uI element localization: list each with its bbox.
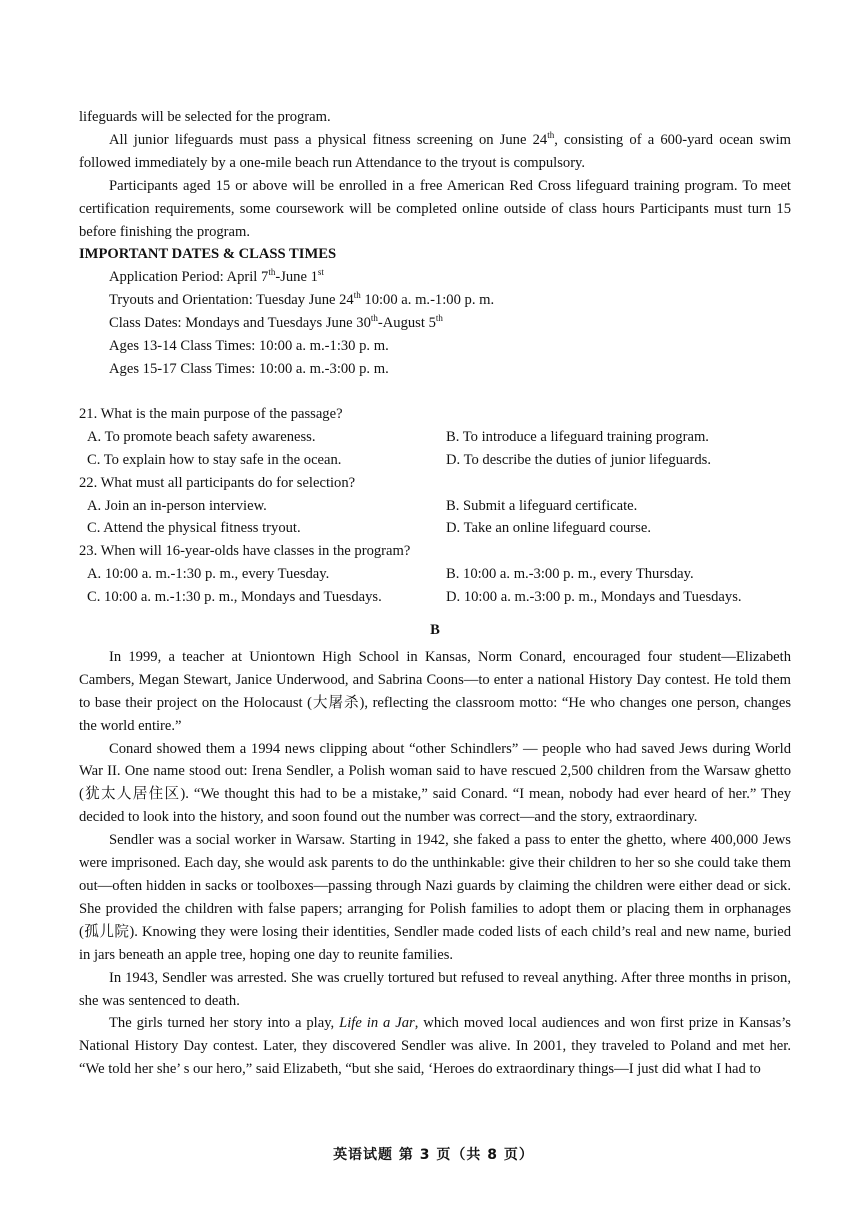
section-heading: IMPORTANT DATES & CLASS TIMES — [79, 246, 337, 263]
passage-b-paragraph-1: In 1999, a teacher at Uniontown High School in Kansas, Norm Conard, encouraged four student—Elizabeth Cambers, Megan Stewart, Janice Underwood, and Sabrina Coons—to enter a national History Day contest. He told them to base their project on the Holocaust (大屠杀), reflecting the classroom motto: “He who changes one person, changes the world entire.” — [79, 648, 791, 734]
page-footer: 英语试题 第 3 页（共 8 页） — [333, 1147, 534, 1163]
text-span: Tryouts and Orientation: Tuesday June 24 — [109, 292, 354, 309]
text-span: All junior lifeguards must pass a physical fitness screening on June 24 — [109, 131, 548, 148]
text-span: The girls turned her story into a play, — [109, 1015, 340, 1032]
passage-b-paragraph-4: In 1943, Sendler was arrested. She was cruelly tortured but refused to reveal anything. After three months in prison, she was sentenced to death. — [79, 969, 791, 1009]
tryouts-orientation — [79, 289, 791, 312]
question-21-option-d: D. To describe the duties of junior lifeguards. — [446, 451, 711, 468]
text-span: 10:00 a. m.-1:00 p. m. — [360, 292, 495, 309]
question-21-options-row-2 — [79, 449, 791, 472]
class-times-13-14: Ages 13-14 Class Times: 10:00 a. m.-1:30 p. m. — [109, 338, 389, 355]
superscript: th — [353, 290, 361, 301]
question-23-option-c: C. 10:00 a. m.-1:30 p. m., Mondays and Tuesdays. — [87, 589, 382, 606]
question-21-options-row-1 — [79, 426, 791, 449]
spacer — [79, 381, 791, 403]
passage-b-paragraph-2: Conard showed them a 1994 news clipping about “other Schindlers” — people who had saved Jews during World War II. One name stood out: Irena Sendler, a Polish woman said to have rescued 2,500 children from the Warsaw ghetto (犹太人居住区). “We thought this had to be a mistake,” said Conard. “I mean, nobody had ever heard of her.” They decided to look into the history, and soon found out the number was correct—and the story, extraordinary. — [79, 740, 791, 826]
text-span: , consisting of a 600-yard ocean swim followed immediately by a one-mile beach run Attendance to the tryout is compulsory. — [79, 131, 791, 171]
passage-a-paragraph: lifeguards will be selected for the program. — [79, 109, 331, 125]
superscript: th — [370, 313, 378, 324]
class-dates — [79, 312, 791, 335]
text-span: , which moved local audiences and won first prize in Kansas’s National History Day contest. Later, they discovered Sendler was alive. In 2001, they traveled to Poland and met her. “We told her she’ s our hero,” said Elizabeth, “but she said, ‘Heroes do extraordinary things—I just did what I had to — [79, 1015, 791, 1078]
text-span: Class Dates: Mondays and Tuesdays June 30 — [109, 315, 371, 332]
text-span: -June 1 — [275, 269, 318, 286]
passage-b-paragraph-3: Sendler was a social worker in Warsaw. Starting in 1942, she faked a pass to enter the ghetto, where 400,000 Jews were imprisoned. Each day, she would ask parents to do the unthinkable: give their children to her so she could take them out—often hidden in sacks or toolboxes—passing through Nazi guards by claiming the children were either dead or sick. She provided the children with false papers; arranging for Polish families to adopt them or placing them in orphanages (孤儿院). Knowing they were losing their identities, Sendler made coded lists of each child’s real and new name, buried in jars beneath an apple tree, hoping one day to reunite families. — [79, 832, 791, 963]
text-span: Application Period: April 7 — [109, 269, 269, 286]
question-22-option-a: A. Join an in-person interview. — [87, 497, 267, 514]
passage-a-paragraph-red-cross: Participants aged 15 or above will be enrolled in a free American Red Cross lifeguard training program. To meet certification requirements, some coursework will be completed online outside of class hours Participants must turn 15 before finishing the program. — [79, 177, 791, 240]
superscript: th — [435, 313, 443, 324]
superscript: th — [547, 130, 555, 141]
question-23-option-b: B. 10:00 a. m.-3:00 p. m., every Thursday. — [446, 566, 694, 583]
question-22-stem: 22. What must all participants do for selection? — [79, 474, 356, 491]
question-21-stem: 21. What is the main purpose of the passage? — [79, 405, 343, 422]
application-period — [79, 266, 791, 289]
play-title: Life in a Jar — [339, 1015, 415, 1032]
question-22-option-d: D. Take an online lifeguard course. — [446, 520, 651, 537]
section-b-label: B — [430, 622, 440, 639]
question-21-option-a: A. To promote beach safety awareness. — [87, 428, 316, 445]
passage-a-paragraph-fitness — [79, 129, 791, 175]
exam-page — [79, 106, 791, 1081]
question-22-option-b: B. Submit a lifeguard certificate. — [446, 497, 638, 514]
class-times-15-17: Ages 15-17 Class Times: 10:00 a. m.-3:00 p. m. — [109, 360, 389, 377]
question-23-option-d: D. 10:00 a. m.-3:00 p. m., Mondays and Tuesdays. — [446, 589, 742, 606]
question-23-options-row-2 — [79, 586, 791, 609]
superscript: th — [268, 267, 276, 278]
question-23-option-a: A. 10:00 a. m.-1:30 p. m., every Tuesday. — [87, 566, 330, 583]
question-22-options-row-1 — [79, 495, 791, 518]
question-22-option-c: C. Attend the physical fitness tryout. — [87, 520, 301, 537]
text-span: -August 5 — [377, 315, 436, 332]
passage-b-paragraph-5 — [79, 1012, 791, 1081]
question-23-options-row-1 — [79, 563, 791, 586]
superscript: st — [317, 267, 324, 278]
question-21-option-c: C. To explain how to stay safe in the ocean. — [87, 451, 342, 468]
question-22-options-row-2 — [79, 517, 791, 540]
question-23-stem: 23. When will 16-year-olds have classes in the program? — [79, 543, 411, 560]
question-21-option-b: B. To introduce a lifeguard training program. — [446, 428, 709, 445]
